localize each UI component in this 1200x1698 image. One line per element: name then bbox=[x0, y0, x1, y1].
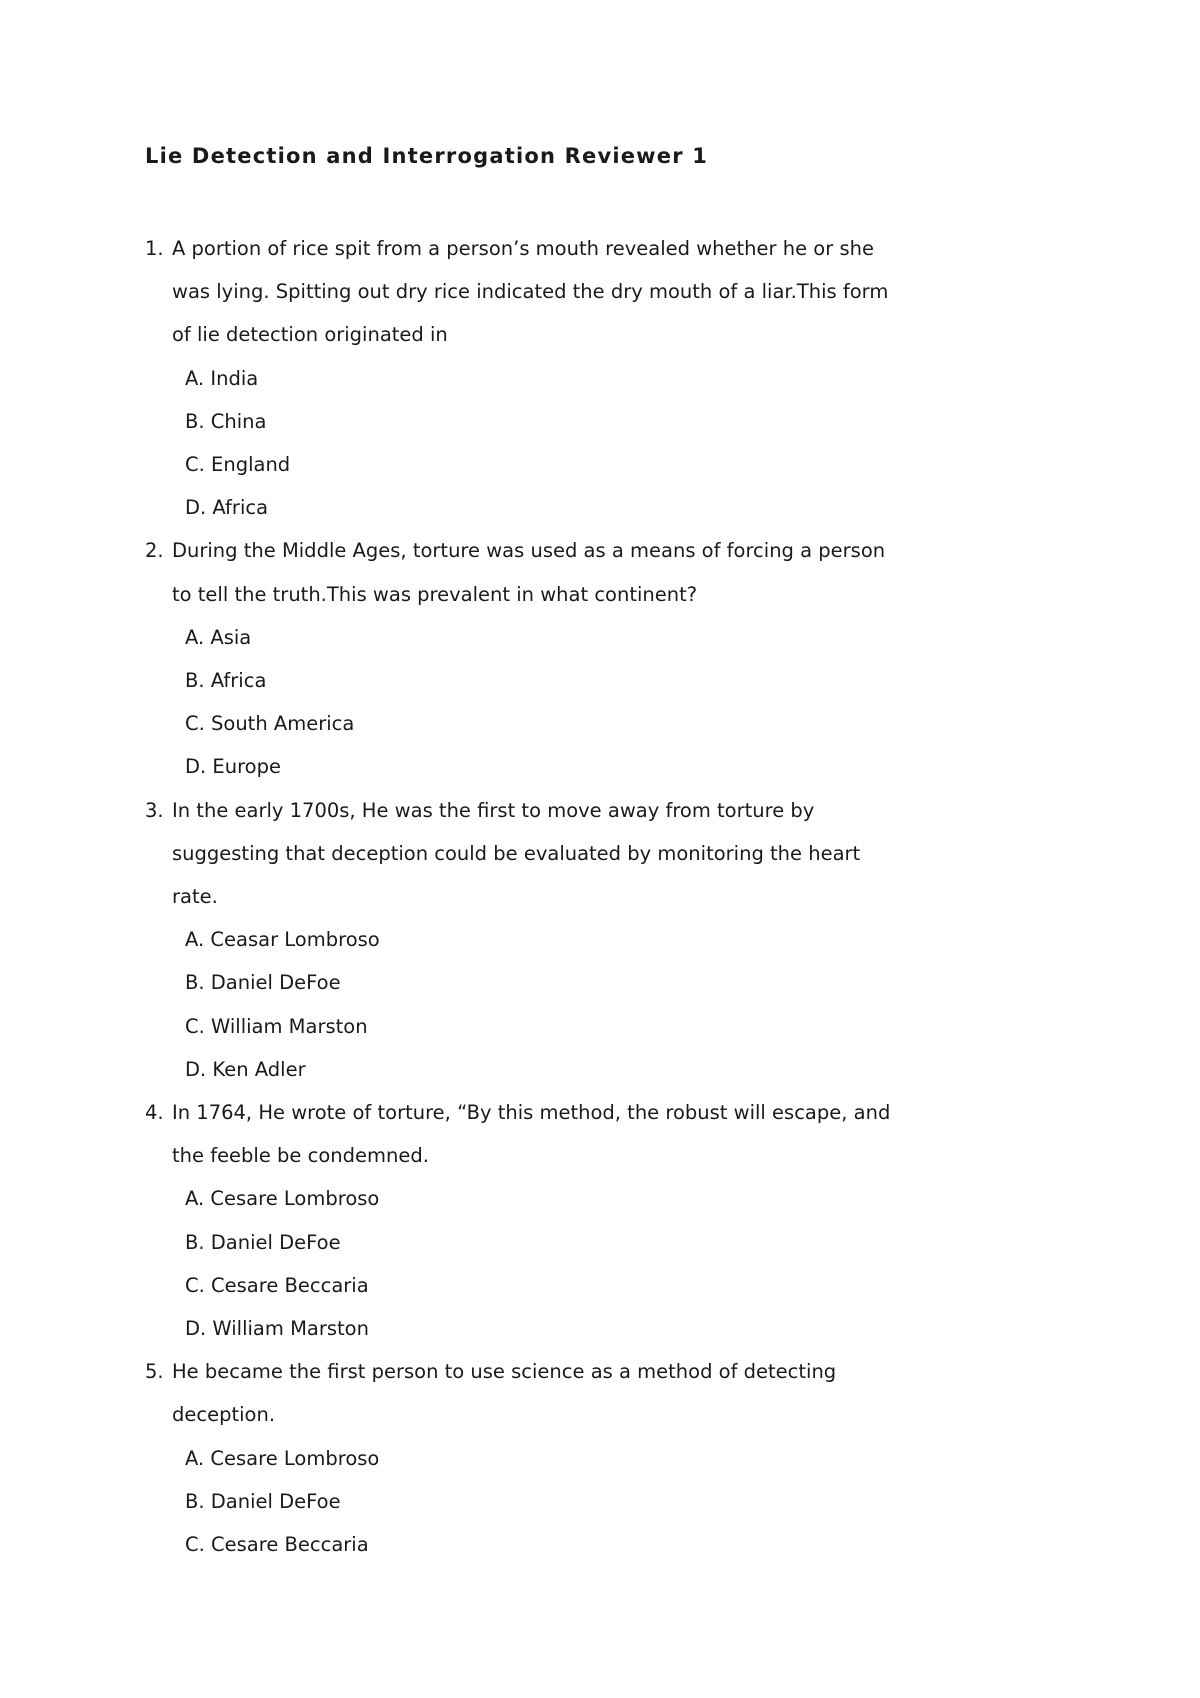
choice-item: D. Europe bbox=[185, 755, 281, 779]
question-text: In the early 1700s, He was the first to move away from torture by suggesting that deception could be evaluated by monitoring the heart rate. bbox=[172, 798, 861, 909]
choice-item: A. Ceasar Lombroso bbox=[185, 928, 380, 952]
question-number: 3. bbox=[145, 798, 164, 822]
choice-item: D. William Marston bbox=[185, 1317, 369, 1341]
choice-item: C. England bbox=[185, 453, 291, 477]
choice-item: C. Cesare Beccaria bbox=[185, 1533, 369, 1557]
choice-item: B. Africa bbox=[185, 669, 267, 693]
question-header bbox=[145, 789, 905, 919]
choice-item: C. Cesare Beccaria bbox=[185, 1273, 369, 1297]
page-title: Lie Detection and Interrogation Reviewer 1 bbox=[145, 144, 709, 168]
choice-item: A. Cesare Lombroso bbox=[185, 1446, 380, 1470]
question-header bbox=[145, 529, 905, 615]
question-text: He became the first person to use science as a method of detecting deception. bbox=[172, 1360, 837, 1427]
choice-list bbox=[145, 1177, 905, 1350]
question-header bbox=[145, 227, 905, 357]
question-text: In 1764, He wrote of torture, “By this method, the robust will escape, and the feeble be condemned. bbox=[172, 1101, 891, 1168]
question-text: A portion of rice spit from a person’s mouth revealed whether he or she was lying. Spitting out dry rice indicated the dry mouth of a liar.This form of lie detection originated in bbox=[172, 237, 889, 347]
choice-item: D. Africa bbox=[185, 496, 269, 520]
choice-item: B. China bbox=[185, 409, 267, 433]
question-header bbox=[145, 1091, 905, 1177]
question-item bbox=[145, 1091, 905, 1350]
question-item bbox=[145, 529, 905, 788]
choice-list bbox=[145, 616, 905, 789]
question-text: During the Middle Ages, torture was used as a means of forcing a person to tell the truth.This was prevalent in what continent? bbox=[172, 539, 886, 606]
choice-item: A. Asia bbox=[185, 625, 252, 649]
choice-item: A. India bbox=[185, 366, 259, 390]
question-header bbox=[145, 1350, 905, 1436]
question-item bbox=[145, 789, 905, 1091]
question-number: 2. bbox=[145, 539, 164, 563]
choice-item: C. South America bbox=[185, 712, 355, 736]
question-number: 4. bbox=[145, 1101, 164, 1125]
question-item bbox=[145, 227, 905, 529]
choice-item: B. Daniel DeFoe bbox=[185, 971, 341, 995]
choice-item: B. Daniel DeFoe bbox=[185, 1489, 341, 1513]
question-list bbox=[145, 227, 905, 1566]
question-number: 1. bbox=[145, 237, 164, 260]
question-item bbox=[145, 1350, 905, 1566]
choice-item: A. Cesare Lombroso bbox=[185, 1187, 380, 1211]
choice-item: C. William Marston bbox=[185, 1014, 368, 1038]
choice-list bbox=[145, 357, 905, 530]
choice-item: B. Daniel DeFoe bbox=[185, 1230, 341, 1254]
choice-list bbox=[145, 918, 905, 1091]
question-number: 5. bbox=[145, 1360, 164, 1384]
choice-list bbox=[145, 1437, 905, 1567]
choice-item: D. Ken Adler bbox=[185, 1057, 306, 1081]
